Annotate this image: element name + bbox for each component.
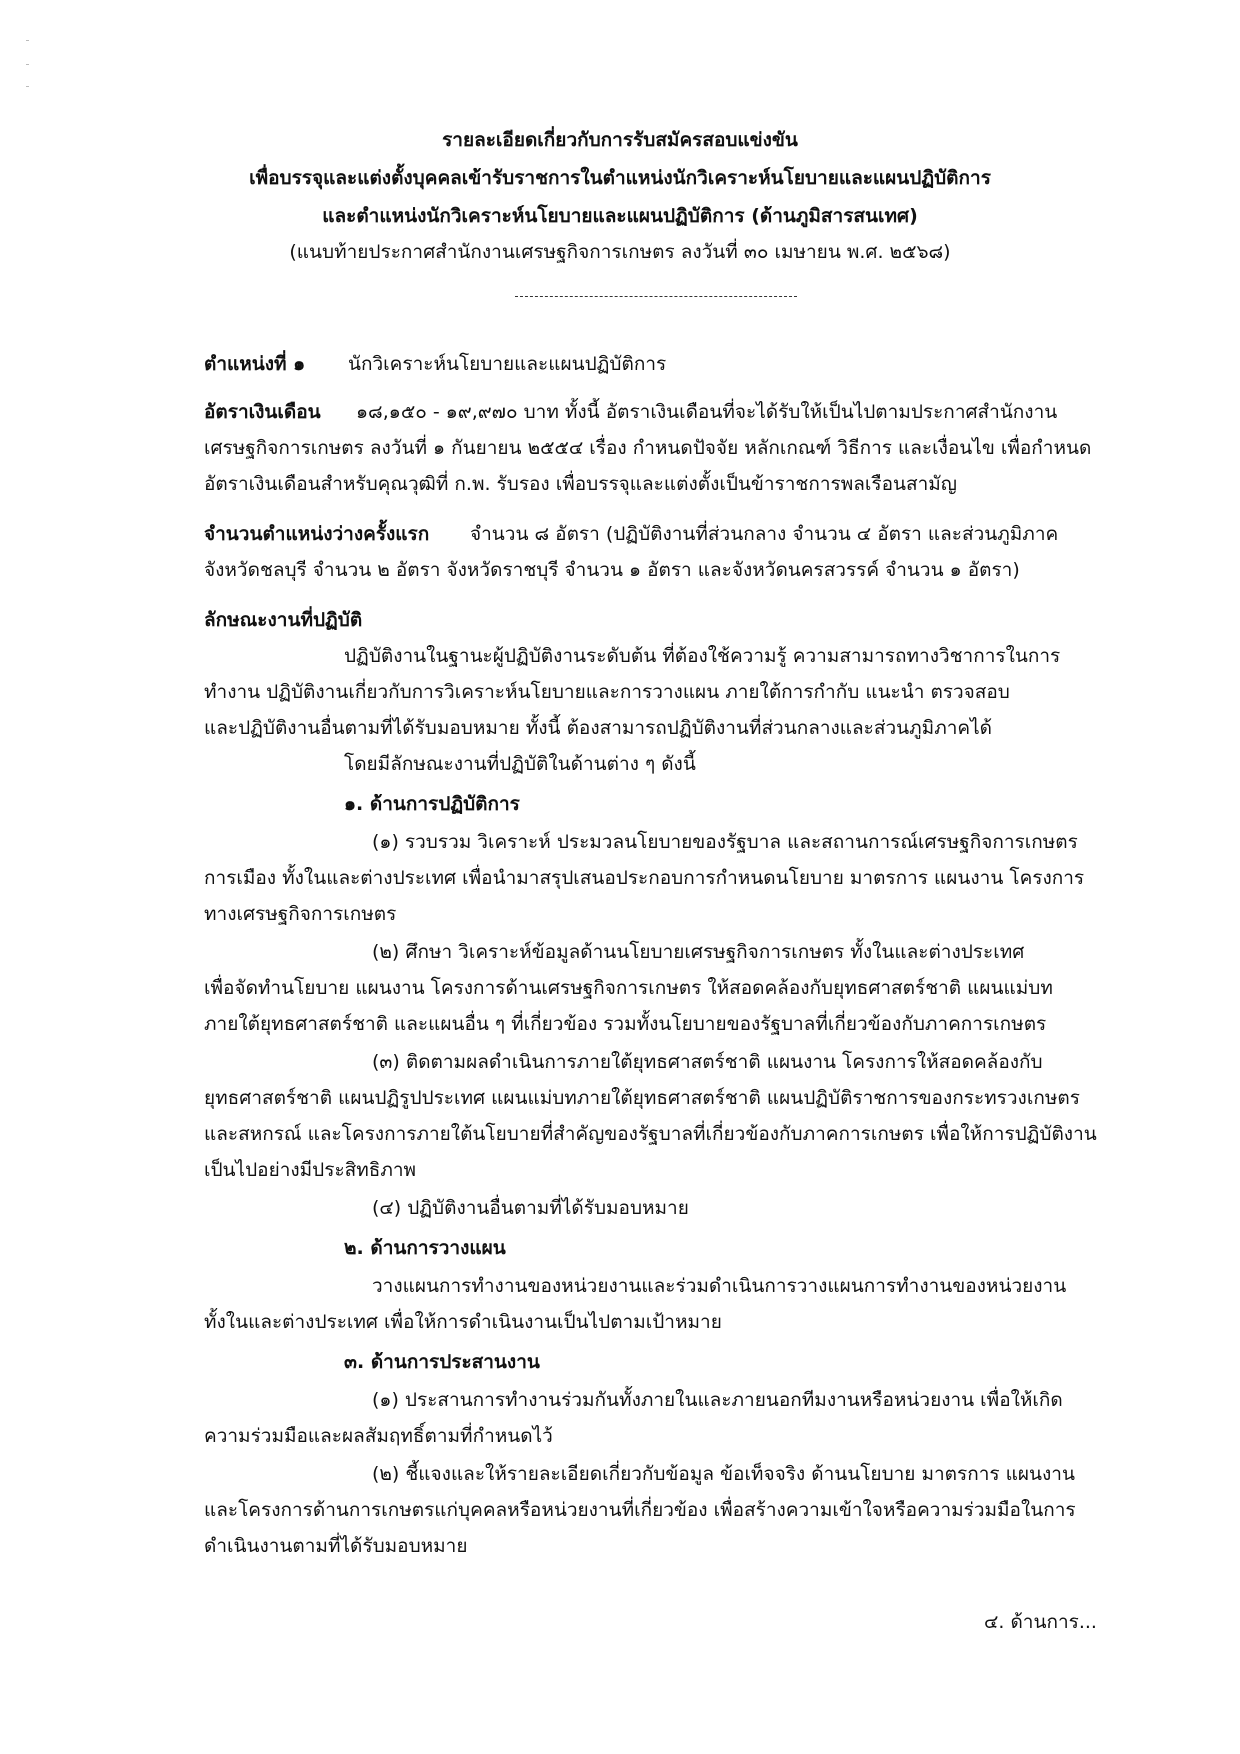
scan-mark xyxy=(26,64,29,65)
position-value: นักวิเคราะห์นโยบายและแผนปฏิบัติการ xyxy=(348,353,667,375)
scan-mark xyxy=(26,86,29,87)
job-description-intro-2: ทำงาน ปฏิบัติงานเกี่ยวกับการวิเคราะห์นโยบายและการวางแผน ภายใต้การกำกับ แนะนำ ตรวจสอบ xyxy=(204,681,1010,703)
job-description-intro-1: ปฏิบัติงานในฐานะผู้ปฏิบัติงานระดับต้น ที่ต้องใช้ความรู้ ความสามารถทางวิชาการในการ xyxy=(344,645,1061,667)
vacancies-line-1: จำนวน ๘ อัตรา (ปฏิบัติงานที่ส่วนกลาง จำนวน ๔ อัตรา และส่วนภูมิภาค xyxy=(470,523,1059,545)
job-description-intro-4: โดยมีลักษณะงานที่ปฏิบัติในด้านต่าง ๆ ดังนี้ xyxy=(344,753,696,775)
section-1-item-2-line-3: ภายใต้ยุทธศาสตร์ชาติ และแผนอื่น ๆ ที่เกี่ยวข้อง รวมทั้งนโยบายของรัฐบาลที่เกี่ยวข้องกับภาคการเกษตร xyxy=(204,1013,1047,1035)
section-1-heading: ๑. ด้านการปฏิบัติการ xyxy=(344,793,520,815)
document-title-line-1: รายละเอียดเกี่ยวกับการรับสมัครสอบแข่งขัน xyxy=(442,129,798,151)
dashed-divider xyxy=(515,296,797,297)
salary-line-3: อัตราเงินเดือนสำหรับคุณวุฒิที่ ก.พ. รับรอง เพื่อบรรจุและแต่งตั้งเป็นข้าราชการพลเรือนสามัญ xyxy=(204,473,957,495)
section-1-item-1-line-2: การเมือง ทั้งในและต่างประเทศ เพื่อนำมาสรุปเสนอประกอบการกำหนดนโยบาย มาตรการ แผนงาน โครงการ xyxy=(204,867,1085,889)
scan-mark xyxy=(26,40,29,41)
document-title-line-2: เพื่อบรรจุและแต่งตั้งบุคคลเข้ารับราชการในตำแหน่งนักวิเคราะห์นโยบายและแผนปฏิบัติการ xyxy=(249,167,991,189)
section-1-item-3-line-3: และสหกรณ์ และโครงการภายใต้นโยบายที่สำคัญของรัฐบาลที่เกี่ยวข้องกับภาคการเกษตร เพื่อให้การปฏิบัติงาน xyxy=(204,1123,1097,1145)
section-1-item-1-line-1: (๑) รวบรวม วิเคราะห์ ประมวลนโยบายของรัฐบาล และสถานการณ์เศรษฐกิจการเกษตร xyxy=(372,831,1078,853)
job-description-heading: ลักษณะงานที่ปฏิบัติ xyxy=(204,609,363,631)
section-3-item-2-line-1: (๒) ชี้แจงและให้รายละเอียดเกี่ยวกับข้อมูล ข้อเท็จจริง ด้านนโยบาย มาตรการ แผนงาน xyxy=(372,1463,1075,1485)
document-subtitle: (แนบท้ายประกาศสำนักงานเศรษฐกิจการเกษตร ลงวันที่ ๓๐ เมษายน พ.ศ. ๒๕๖๘) xyxy=(289,241,951,263)
section-3-item-1-line-1: (๑) ประสานการทำงานร่วมกันทั้งภายในและภายนอกทีมงานหรือหน่วยงาน เพื่อให้เกิด xyxy=(372,1389,1063,1411)
section-2-heading: ๒. ด้านการวางแผน xyxy=(344,1237,506,1259)
section-2-line-2: ทั้งในและต่างประเทศ เพื่อให้การดำเนินงานเป็นไปตามเป้าหมาย xyxy=(204,1311,722,1333)
section-1-item-2-line-1: (๒) ศึกษา วิเคราะห์ข้อมูลด้านนโยบายเศรษฐกิจการเกษตร ทั้งในและต่างประเทศ xyxy=(372,941,1025,963)
section-1-item-3-line-1: (๓) ติดตามผลดำเนินการภายใต้ยุทธศาสตร์ชาติ แผนงาน โครงการให้สอดคล้องกับ xyxy=(372,1051,1043,1073)
page-continuation: ๔. ด้านการ... xyxy=(984,1611,1097,1633)
section-3-item-2-line-3: ดำเนินงานตามที่ได้รับมอบหมาย xyxy=(204,1535,468,1557)
section-2-line-1: วางแผนการทำงานของหน่วยงานและร่วมดำเนินการวางแผนการทำงานของหน่วยงาน xyxy=(372,1275,1067,1297)
section-1-item-3-line-4: เป็นไปอย่างมีประสิทธิภาพ xyxy=(204,1159,417,1181)
vacancies-label: จำนวนตำแหน่งว่างครั้งแรก xyxy=(204,523,430,545)
salary-label: อัตราเงินเดือน xyxy=(204,401,321,423)
section-1-item-1-line-3: ทางเศรษฐกิจการเกษตร xyxy=(204,903,397,925)
document-title-line-3: และตำแหน่งนักวิเคราะห์นโยบายและแผนปฏิบัติการ (ด้านภูมิสารสนเทศ) xyxy=(322,205,918,227)
job-description-intro-3: และปฏิบัติงานอื่นตามที่ได้รับมอบหมาย ทั้งนี้ ต้องสามารถปฏิบัติงานที่ส่วนกลางและส่วนภูมิภาคได้ xyxy=(204,717,992,739)
section-3-item-2-line-2: และโครงการด้านการเกษตรแก่บุคคลหรือหน่วยงานที่เกี่ยวข้อง เพื่อสร้างความเข้าใจหรือความร่วมมือในการ xyxy=(204,1499,1076,1521)
position-label: ตำแหน่งที่ ๑ xyxy=(204,353,306,375)
vacancies-line-2: จังหวัดชลบุรี จำนวน ๒ อัตรา จังหวัดราชบุรี จำนวน ๑ อัตรา และจังหวัดนครสวรรค์ จำนวน ๑ อัตรา) xyxy=(204,559,1020,581)
section-1-item-3-line-2: ยุทธศาสตร์ชาติ แผนปฏิรูปประเทศ แผนแม่บทภายใต้ยุทธศาสตร์ชาติ แผนปฏิบัติราชการของกระทรวงเกษตร xyxy=(204,1087,1080,1109)
section-1-item-4-line-1: (๔) ปฏิบัติงานอื่นตามที่ได้รับมอบหมาย xyxy=(372,1197,689,1219)
salary-line-1: ๑๘,๑๕๐ - ๑๙,๙๗๐ บาท ทั้งนี้ อัตราเงินเดือนที่จะได้รับให้เป็นไปตามประกาศสำนักงาน xyxy=(356,401,1058,423)
section-1-item-2-line-2: เพื่อจัดทำนโยบาย แผนงาน โครงการด้านเศรษฐกิจการเกษตร ให้สอดคล้องกับยุทธศาสตร์ชาติ แผนแม่บท xyxy=(204,977,1053,999)
salary-line-2: เศรษฐกิจการเกษตร ลงวันที่ ๑ กันยายน ๒๕๕๔ เรื่อง กำหนดปัจจัย หลักเกณฑ์ วิธีการ และเงื่อนไข เพื่อกำหนด xyxy=(204,437,1092,459)
section-3-heading: ๓. ด้านการประสานงาน xyxy=(344,1351,540,1373)
section-3-item-1-line-2: ความร่วมมือและผลสัมฤทธิ์ตามที่กำหนดไว้ xyxy=(204,1425,553,1447)
